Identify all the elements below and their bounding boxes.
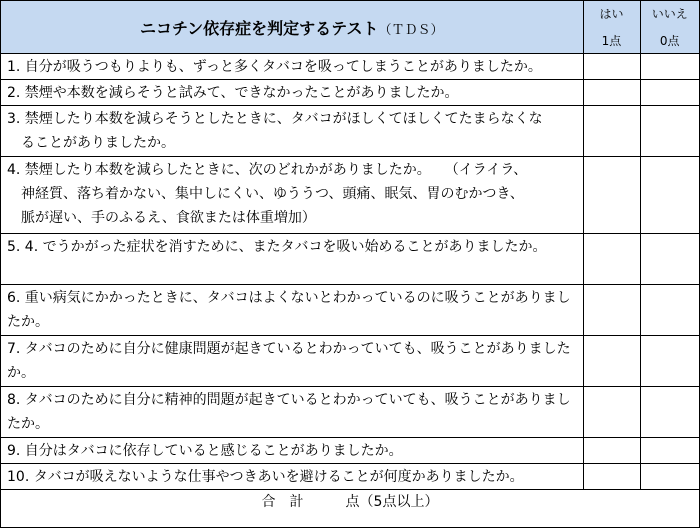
yes-answer-cell[interactable]: [583, 464, 640, 490]
no-answer-cell[interactable]: [640, 285, 699, 336]
no-answer-cell[interactable]: [640, 464, 699, 490]
yes-answer-cell[interactable]: [583, 106, 640, 157]
yes-answer-cell[interactable]: [583, 80, 640, 106]
total-score-label: 合 計 点（5点以上）: [1, 490, 699, 513]
yes-answer-cell[interactable]: [583, 438, 640, 464]
yes-answer-cell[interactable]: [583, 285, 640, 336]
no-answer-cell[interactable]: [640, 54, 699, 80]
no-answer-cell[interactable]: [640, 157, 699, 234]
title-suffix: （ＴＤＳ）: [378, 22, 444, 38]
question-text: 8. タバコのために自分に精神的問題が起きているとわかっていても、吸うことがありましたか。: [1, 387, 583, 438]
page-title: [1, 1, 583, 54]
tds-table: [1, 1, 699, 512]
question-text: 10. タバコが吸えないような仕事やつきあいを避けることが何度かありましたか。: [1, 464, 583, 490]
question-row-4: [1, 157, 699, 234]
yes-points: 1点: [601, 34, 622, 48]
question-row-1: [1, 54, 699, 80]
no-points: 0点: [659, 34, 680, 48]
no-answer-cell[interactable]: [640, 336, 699, 387]
question-row-8: [1, 387, 699, 438]
question-text: 2. 禁煙や本数を減らそうと試みて、できなかったことがありましたか。: [1, 80, 583, 106]
question-text: 3. 禁煙したり本数を減らそうとしたときに、タバコがほしくてほしくてたまらなくな ることがありましたか。: [1, 106, 583, 157]
yes-answer-cell[interactable]: [583, 54, 640, 80]
question-text: 9. 自分はタバコに依存していると感じることがありましたか。: [1, 438, 583, 464]
question-row-6: [1, 285, 699, 336]
yes-answer-cell[interactable]: [583, 157, 640, 234]
no-answer-cell[interactable]: [640, 234, 699, 285]
title-text: ニコチン依存症を判定するテスト: [139, 18, 379, 38]
yes-label: はい: [599, 7, 624, 21]
question-text: 1. 自分が吸うつもりよりも、ずっと多くタバコを吸ってしまうことがありましたか。: [1, 54, 583, 80]
question-row-10: [1, 464, 699, 490]
yes-answer-cell[interactable]: [583, 387, 640, 438]
total-row: [1, 490, 699, 513]
no-label: いいえ: [651, 7, 688, 21]
no-answer-cell[interactable]: [640, 106, 699, 157]
no-answer-cell[interactable]: [640, 387, 699, 438]
question-text: 4. 禁煙したり本数を減らしたときに、次のどれかがありましたか。 （イライラ、 神経質、落ち着かない、集中しにくい、ゆううつ、頭痛、眠気、胃のむかつき、 脈が遅い、手のふるえ、食欲または体重増加）: [1, 157, 583, 234]
header-row: [1, 1, 699, 54]
question-row-9: [1, 438, 699, 464]
question-row-5: [1, 234, 699, 285]
question-text: 5. 4. でうかがった症状を消すために、またタバコを吸い始めることがありましたか。: [1, 234, 583, 285]
yes-answer-cell[interactable]: [583, 234, 640, 285]
no-column-header: [640, 1, 699, 54]
question-row-2: [1, 80, 699, 106]
question-row-7: [1, 336, 699, 387]
yes-answer-cell[interactable]: [583, 336, 640, 387]
yes-column-header: [583, 1, 640, 54]
no-answer-cell[interactable]: [640, 80, 699, 106]
no-answer-cell[interactable]: [640, 438, 699, 464]
question-text: 7. タバコのために自分に健康問題が起きているとわかっていても、吸うことがありましたか。: [1, 336, 583, 387]
question-text: 6. 重い病気にかかったときに、タバコはよくないとわかっているのに吸うことがありましたか。: [1, 285, 583, 336]
question-row-3: [1, 106, 699, 157]
